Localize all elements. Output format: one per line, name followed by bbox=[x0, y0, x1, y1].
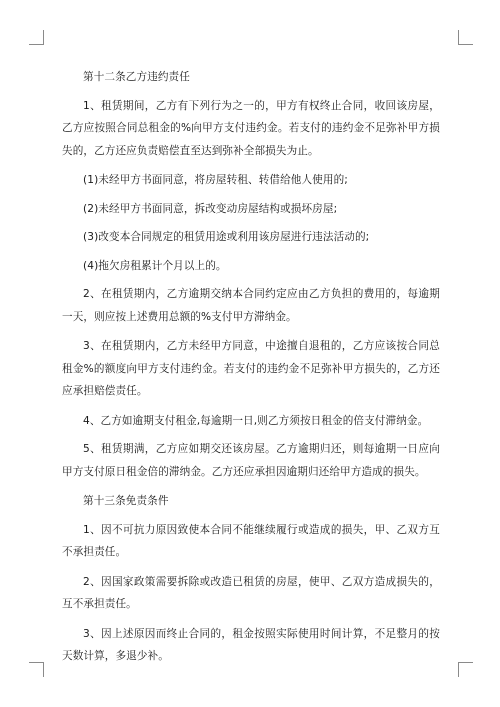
clause-paragraph: 3、因上述原因而终止合同的，租金按照实际使用时间计算，不足整月的按天数计算，多退少补。 bbox=[62, 627, 440, 662]
clause-item: (1)未经甲方书面同意，将房屋转租、转借给他人使用的; bbox=[83, 174, 348, 186]
clause-paragraph: 5、租赁期满，乙方应如期交还该房屋。乙方逾期归还，则每逾期一日应向甲方支付原日租金倍的滞纳金。乙方还应承担因逾期归还给甲方造成的损失。 bbox=[62, 443, 440, 478]
section-heading: 第十三条免责条件 bbox=[83, 495, 169, 507]
crop-mark-top-left bbox=[29, 30, 44, 45]
crop-mark-bottom-left bbox=[29, 662, 44, 677]
clause-paragraph: 1、租赁期间，乙方有下列行为之一的，甲方有权终止合同，收回该房屋，乙方应按照合同总租金的%向甲方支付违约金。若支付的违约金不足弥补甲方损失的，乙方还应负责赔偿直至达到弥补全部损失为止。 bbox=[62, 99, 440, 157]
clause-item: (4)拖欠房租累计个月以上的。 bbox=[83, 259, 227, 272]
clause-item: (2)未经甲方书面同意，拆改变动房屋结构或损坏房屋; bbox=[83, 202, 338, 215]
clause-paragraph: 1、因不可抗力原因致使本合同不能继续履行或造成的损失，甲、乙双方互不承担责任。 bbox=[62, 523, 440, 558]
section-heading: 第十二条乙方违约责任 bbox=[83, 71, 190, 83]
clause-paragraph: 2、因国家政策需要拆除或改造已租赁的房屋，使甲、乙双方造成损失的，互不承担责任。 bbox=[62, 575, 440, 610]
crop-mark-bottom-right bbox=[458, 662, 473, 677]
clause-paragraph: 3、在租赁期内，乙方未经甲方同意，中途擅自退租的，乙方应该按合同总租金%的额度向甲方支付违约金。若支付的违约金不足弥补甲方损失的，乙方还应承担赔偿责任。 bbox=[62, 340, 440, 397]
document-body bbox=[62, 66, 440, 675]
crop-mark-top-right bbox=[458, 30, 473, 45]
clause-paragraph: 4、乙方如逾期支付租金,每逾期一日,则乙方须按日租金的倍支付滞纳金。 bbox=[83, 414, 429, 427]
clause-paragraph: 2、在租赁期内，乙方逾期交纳本合同约定应由乙方负担的费用的，每逾期一天，则应按上述费用总额的%支付甲方滞纳金。 bbox=[62, 288, 440, 323]
clause-item: (3)改变本合同规定的租赁用途或利用该房屋进行违法活动的; bbox=[83, 231, 370, 243]
